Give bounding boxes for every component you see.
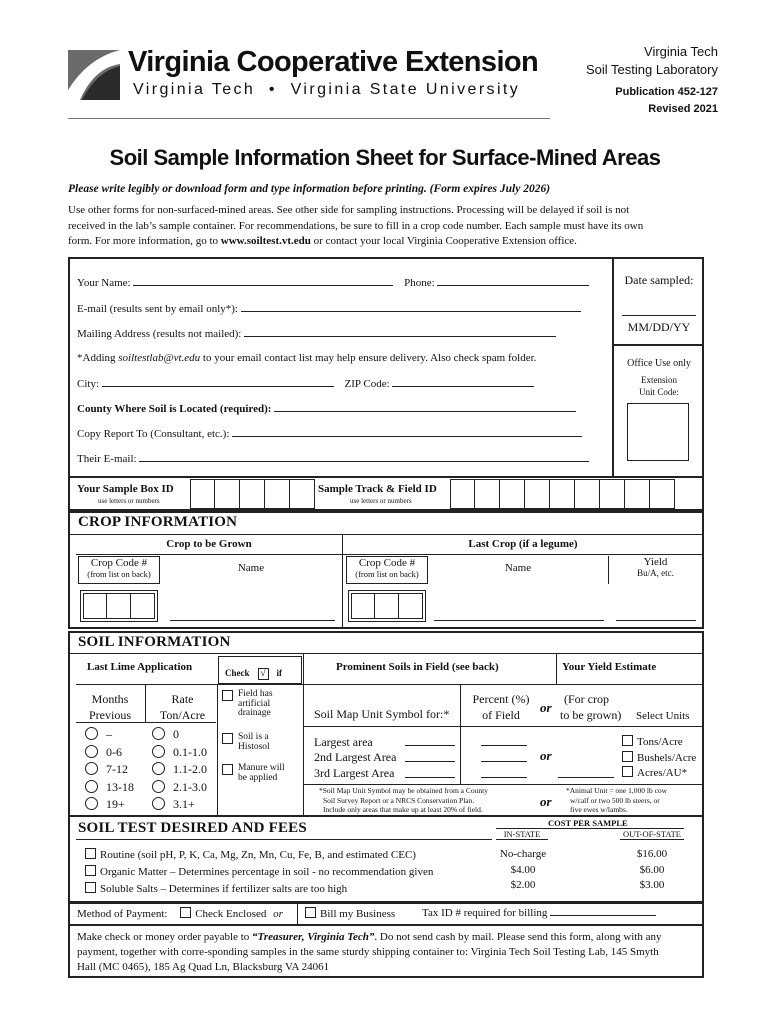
track-cell[interactable] bbox=[500, 479, 525, 509]
second-input[interactable] bbox=[405, 761, 455, 762]
radio-icon[interactable] bbox=[152, 727, 165, 740]
header-rule bbox=[68, 118, 550, 119]
rate-opt-label: 1.1-2.0 bbox=[173, 762, 207, 776]
intro-line-2: received in the lab’s sample container. For recommendations, be sure to fill in a crop code number. Each sample must have its own bbox=[68, 219, 644, 232]
your-name-label: Your Name: bbox=[77, 277, 131, 289]
ton-acre-label: Ton/Acre bbox=[159, 708, 206, 722]
check-icon: √ bbox=[258, 668, 269, 680]
checkbox-icon[interactable] bbox=[222, 764, 233, 775]
rate-header bbox=[150, 691, 215, 723]
unit-option[interactable] bbox=[622, 735, 696, 751]
last-crop: Last Crop (if a legume) bbox=[468, 538, 578, 550]
notice-c: to your email contact list may help ensure delivery. Also check spam folder. bbox=[200, 352, 537, 364]
for-crop-header bbox=[560, 691, 621, 723]
track-cell[interactable] bbox=[550, 479, 575, 509]
instructions-line-3: Hall (MC 0465), 185 Ag Quad Ln, Blacksburg VA 24061 bbox=[77, 961, 330, 973]
payment-line bbox=[77, 907, 287, 920]
price-out: $6.00 bbox=[639, 863, 665, 876]
payable-c: . Do not send cash by mail. Please send this form, along with any bbox=[374, 931, 662, 943]
last-name-label: Name bbox=[504, 562, 532, 574]
their-email-label: Their E-mail: bbox=[77, 453, 137, 465]
last-code-sub: (from list on back) bbox=[355, 569, 419, 579]
price-in: $4.00 bbox=[510, 863, 536, 876]
sample-box-cell[interactable] bbox=[290, 479, 315, 509]
checkbox-icon[interactable] bbox=[622, 766, 633, 777]
cost-per-sample: COST PER SAMPLE bbox=[548, 818, 628, 828]
office-use-label: Office Use only bbox=[627, 358, 691, 369]
crop-mid-divider bbox=[342, 534, 343, 629]
yield-estimate-input[interactable] bbox=[558, 777, 614, 778]
date-sampled-input[interactable] bbox=[622, 315, 696, 316]
manure-option[interactable] bbox=[222, 764, 285, 783]
previous-label: Previous bbox=[89, 708, 131, 722]
org-subtitle: Virginia Tech • Virginia State University bbox=[133, 81, 521, 98]
unit-code-box[interactable] bbox=[627, 403, 689, 461]
soil-head-rule bbox=[68, 653, 704, 654]
test-soluble-salts[interactable] bbox=[85, 881, 433, 898]
your-name-row bbox=[77, 277, 589, 289]
track-label: Sample Track & Field ID bbox=[318, 483, 437, 495]
sample-box-label: Your Sample Box ID bbox=[77, 483, 174, 495]
third-label: 3rd Largest Area bbox=[314, 766, 395, 780]
lab-line-2: Soil Testing Laboratory bbox=[585, 62, 718, 77]
months-option[interactable] bbox=[85, 744, 134, 762]
months-opt-label: 0-6 bbox=[106, 744, 122, 759]
check-header bbox=[218, 656, 302, 684]
mailing-row bbox=[77, 328, 556, 340]
percent-col-divider bbox=[460, 684, 461, 784]
zip-input[interactable] bbox=[392, 386, 534, 387]
track-cell[interactable] bbox=[600, 479, 625, 509]
email-row bbox=[77, 303, 581, 315]
radio-icon[interactable] bbox=[85, 797, 98, 810]
foot-line-3: Include only areas that make up at least 20% of field. bbox=[323, 805, 483, 814]
checkbox-icon[interactable] bbox=[85, 848, 96, 859]
copy-input[interactable] bbox=[232, 436, 582, 437]
last-code-header bbox=[346, 556, 428, 584]
months-option[interactable] bbox=[85, 779, 134, 797]
out-state-label: OUT-OF-STATE bbox=[620, 829, 684, 840]
largest-area-row bbox=[314, 735, 373, 750]
rate-opt-label: 0 bbox=[173, 727, 179, 741]
yield-estimate-label: Your Yield Estimate bbox=[562, 661, 657, 673]
or-label-2: or bbox=[540, 748, 552, 763]
price-out: $16.00 bbox=[636, 848, 668, 860]
bill-business-option[interactable] bbox=[305, 907, 395, 920]
intro-text bbox=[68, 203, 708, 250]
payment-divider bbox=[297, 903, 298, 926]
checkbox-icon[interactable] bbox=[222, 733, 233, 744]
check-enclosed-label: Check Enclosed bbox=[195, 908, 267, 920]
last-code-cell[interactable] bbox=[351, 593, 375, 619]
soil-section-title: SOIL INFORMATION bbox=[78, 634, 231, 650]
drainage-option[interactable] bbox=[222, 690, 273, 719]
check-col-right bbox=[303, 654, 304, 817]
checkbox-icon[interactable] bbox=[180, 907, 191, 918]
price-in: $2.00 bbox=[510, 879, 536, 891]
foot-line-2: Soil Survey Report or a NRCS Conservation Plan. bbox=[323, 795, 475, 805]
checkbox-icon[interactable] bbox=[85, 882, 96, 893]
crop-section-title: CROP INFORMATION bbox=[78, 514, 238, 530]
notice-a: *Adding bbox=[77, 352, 119, 364]
prominent-rule bbox=[304, 726, 702, 727]
second-area-row bbox=[314, 750, 396, 765]
yield-col-divider bbox=[556, 654, 557, 684]
unit-option[interactable] bbox=[622, 766, 696, 782]
percent-line-1: Percent (%) bbox=[472, 692, 530, 706]
radio-icon[interactable] bbox=[85, 780, 98, 793]
instructions-text bbox=[77, 930, 699, 975]
city-input[interactable] bbox=[102, 386, 334, 387]
email-label: E-mail (results sent by email only*): bbox=[77, 303, 238, 315]
rate-option[interactable] bbox=[152, 761, 207, 779]
test-organic-matter[interactable] bbox=[85, 864, 433, 881]
drainage-line-2: artificial bbox=[238, 698, 271, 709]
contact-box bbox=[68, 257, 704, 478]
rate-option[interactable] bbox=[152, 779, 207, 797]
phone-input[interactable] bbox=[437, 285, 589, 286]
months-label: Months bbox=[91, 692, 129, 706]
payment-method-label: Method of Payment: bbox=[77, 908, 168, 920]
org-name: Virginia Cooperative Extension bbox=[128, 46, 539, 78]
rate-label: Rate bbox=[171, 692, 194, 706]
histosol-label bbox=[238, 733, 270, 752]
foot-line-1: *Soil Map Unit Symbol may be obtained from a County bbox=[319, 786, 488, 795]
drainage-label bbox=[238, 690, 273, 719]
map-unit-label: Soil Map Unit Symbol for:* bbox=[314, 707, 450, 721]
histosol-option[interactable] bbox=[222, 733, 270, 752]
crop-code-sub: (from list on back) bbox=[87, 569, 151, 579]
rate-opt-label: 0.1-1.0 bbox=[173, 744, 207, 759]
lab-line-1: Virginia Tech bbox=[644, 44, 718, 59]
soil-foot-rule bbox=[304, 784, 702, 785]
copy-label: Copy Report To (Consultant, etc.): bbox=[77, 428, 230, 440]
unit-options bbox=[622, 735, 696, 782]
radio-icon[interactable] bbox=[152, 797, 165, 810]
last-code-cell[interactable] bbox=[399, 593, 423, 619]
third-area-row bbox=[314, 766, 394, 781]
their-email-row bbox=[77, 453, 589, 465]
price-out: $3.00 bbox=[639, 879, 665, 891]
last-lime-label: Last Lime Application bbox=[87, 661, 193, 673]
animal-line-2: w/calf or two 500 lb steers, or bbox=[570, 795, 660, 805]
fees-head-rule bbox=[76, 839, 492, 840]
sample-box-cell[interactable] bbox=[215, 479, 240, 509]
checkbox-icon[interactable] bbox=[622, 735, 633, 746]
sample-box-cell[interactable] bbox=[265, 479, 290, 509]
crop-code-label: Crop Code # bbox=[90, 557, 148, 569]
rate-option[interactable] bbox=[152, 726, 207, 744]
yield-sub: Bu/A, etc. bbox=[637, 568, 674, 578]
manure-label bbox=[238, 764, 285, 783]
second-label: 2nd Largest Area bbox=[314, 750, 397, 764]
sample-box-cell[interactable] bbox=[190, 479, 215, 509]
website-link[interactable]: www.soiltest.vt.edu bbox=[220, 235, 311, 247]
check-col-left bbox=[217, 684, 218, 817]
date-divider bbox=[612, 344, 704, 346]
tax-id-row bbox=[422, 907, 656, 919]
fees-section-title: SOIL TEST DESIRED AND FEES bbox=[78, 820, 307, 836]
yield-label: Yield bbox=[643, 556, 668, 568]
copy-row bbox=[77, 428, 582, 440]
percent-input-2[interactable] bbox=[481, 761, 527, 762]
intro-line-1: Use other forms for non-surfaced-mined areas. See other side for sampling instructions. Processing will be delayed if soil is not bbox=[68, 204, 630, 216]
in-state-prices bbox=[488, 847, 558, 894]
percent-header bbox=[464, 691, 538, 723]
checkbox-icon[interactable] bbox=[85, 865, 96, 876]
prominent-label: Prominent Soils in Field (see back) bbox=[336, 661, 499, 673]
check-label: Check bbox=[225, 668, 250, 678]
checkbox-icon[interactable] bbox=[222, 690, 233, 701]
intro-line-3 bbox=[68, 234, 708, 250]
bill-business-label: Bill my Business bbox=[320, 908, 396, 920]
yield-header bbox=[608, 556, 702, 584]
out-state-prices bbox=[617, 847, 687, 894]
phone-label: Phone: bbox=[404, 277, 435, 289]
county-row bbox=[77, 403, 576, 415]
last-code-cell[interactable] bbox=[375, 593, 399, 619]
largest-label: Largest area bbox=[314, 735, 373, 749]
drainage-line-1: Field has bbox=[238, 689, 273, 699]
ext-unit-line-2: Unit Code: bbox=[639, 387, 679, 397]
unit-label: Acres/AU* bbox=[637, 767, 688, 779]
checkbox-icon[interactable] bbox=[305, 907, 316, 918]
intro-line-3a: form. For more information, go to bbox=[68, 235, 221, 247]
track-cells bbox=[450, 479, 675, 509]
lab-email: soiltestlab@vt.edu bbox=[118, 352, 201, 364]
in-state-label: IN-STATE bbox=[496, 829, 548, 840]
animal-unit-footnote bbox=[566, 786, 667, 815]
map-unit-footnote bbox=[319, 786, 488, 815]
sample-box-sub: use letters or numbers bbox=[98, 497, 160, 505]
track-cell[interactable] bbox=[575, 479, 600, 509]
rate-option[interactable] bbox=[152, 796, 207, 814]
email-notice bbox=[77, 352, 536, 364]
select-units-label: Select Units bbox=[636, 710, 690, 722]
track-cell[interactable] bbox=[475, 479, 500, 509]
logo-mark bbox=[68, 50, 120, 100]
histosol-line-1: Soil is a bbox=[238, 732, 269, 742]
crop-to-grow: Crop to be Grown bbox=[166, 538, 252, 550]
test-options bbox=[85, 847, 433, 898]
months-opt-label: 7-12 bbox=[106, 762, 128, 776]
instructions-line-1 bbox=[77, 930, 699, 945]
last-code-label: Crop Code # bbox=[358, 557, 416, 569]
payable-a: Make check or money order payable to bbox=[77, 931, 253, 943]
logo-icon bbox=[68, 50, 120, 100]
test-label: Soluble Salts – Determines if fertilizer salts are too high bbox=[100, 883, 348, 895]
your-name-input[interactable] bbox=[133, 285, 393, 286]
checkbox-icon[interactable] bbox=[622, 751, 633, 762]
months-opt-label: 19+ bbox=[106, 797, 125, 811]
page-title: Soil Sample Information Sheet for Surface-Mined Areas bbox=[109, 145, 661, 170]
city-label: City: bbox=[77, 378, 100, 390]
payment-or: or bbox=[273, 908, 283, 920]
mailing-input[interactable] bbox=[244, 336, 556, 337]
track-sub: use letters or numbers bbox=[350, 497, 412, 505]
crop-subhead-rule bbox=[76, 554, 702, 555]
check-if-label: if bbox=[276, 668, 282, 678]
tax-id-input[interactable] bbox=[550, 915, 656, 916]
last-code-cells bbox=[348, 590, 426, 622]
test-routine[interactable] bbox=[85, 847, 433, 864]
for-crop-line-1: (For crop bbox=[564, 692, 609, 706]
track-cell[interactable] bbox=[525, 479, 550, 509]
last-name-input[interactable] bbox=[434, 620, 604, 621]
sample-box-cell[interactable] bbox=[240, 479, 265, 509]
payable-to: “Treasurer, Virginia Tech” bbox=[252, 931, 375, 943]
crop-name-input[interactable] bbox=[170, 620, 335, 621]
price-in: No-charge bbox=[499, 848, 547, 860]
or-label-1: or bbox=[540, 700, 552, 715]
months-option[interactable] bbox=[85, 726, 134, 744]
months-opt-label: 13-18 bbox=[106, 779, 134, 794]
for-crop-line-2: to be grown) bbox=[560, 708, 622, 722]
soil-subhead-rule bbox=[76, 684, 702, 685]
zip-label: ZIP Code: bbox=[344, 378, 390, 390]
radio-icon[interactable] bbox=[152, 745, 165, 758]
crop-code-cell[interactable] bbox=[107, 593, 131, 619]
track-cell[interactable] bbox=[450, 479, 475, 509]
unit-label: Bushels/Acre bbox=[637, 751, 697, 764]
county-input[interactable] bbox=[274, 411, 576, 412]
ext-unit-line-1: Extension bbox=[641, 375, 677, 385]
histosol-line-2: Histosol bbox=[238, 741, 270, 752]
crop-code-header bbox=[78, 556, 160, 584]
revised-date: Revised 2021 bbox=[648, 103, 718, 115]
months-header bbox=[80, 691, 140, 723]
radio-icon[interactable] bbox=[85, 727, 98, 740]
lime-rule bbox=[76, 722, 216, 723]
rate-opt-label: 2.1-3.0 bbox=[173, 779, 207, 794]
track-cell[interactable] bbox=[625, 479, 650, 509]
unit-option[interactable] bbox=[622, 751, 696, 767]
lime-col-divider bbox=[145, 684, 146, 722]
test-label: Routine (soil pH, P, K, Ca, Mg, Zn, Mn, Cu, Fe, B, and estimated CEC) bbox=[100, 849, 416, 861]
tax-id-label: Tax ID # required for billing bbox=[422, 907, 548, 919]
track-cell[interactable] bbox=[650, 479, 675, 509]
manure-line-2: be applied bbox=[238, 772, 278, 783]
crop-code-cells bbox=[80, 590, 158, 622]
mailing-label: Mailing Address (results not mailed): bbox=[77, 328, 242, 340]
radio-icon[interactable] bbox=[85, 745, 98, 758]
crop-name-label: Name bbox=[237, 562, 265, 574]
rate-opt-label: 3.1+ bbox=[173, 797, 195, 811]
months-options bbox=[85, 726, 134, 814]
date-format-label: MM/DD/YY bbox=[627, 320, 691, 334]
animal-line-3: five ewes w/lambs. bbox=[570, 805, 628, 814]
crop-head-rule bbox=[68, 534, 704, 535]
date-sampled-label: Date sampled: bbox=[624, 273, 694, 287]
city-row bbox=[77, 378, 534, 390]
radio-icon[interactable] bbox=[152, 762, 165, 775]
percent-input-1[interactable] bbox=[481, 745, 527, 746]
months-opt-label: – bbox=[106, 727, 112, 741]
radio-icon[interactable] bbox=[85, 762, 98, 775]
rate-option[interactable] bbox=[152, 744, 207, 762]
test-label: Organic Matter – Determines percentage in soil - no recommendation given bbox=[100, 866, 434, 878]
largest-input[interactable] bbox=[405, 745, 455, 746]
animal-line-1: *Animal Unit = one 1,000 lb cow bbox=[566, 786, 668, 795]
drainage-line-3: drainage bbox=[238, 708, 271, 718]
intro-line-3c: or contact your local Virginia Cooperative Extension office. bbox=[310, 235, 577, 247]
third-input[interactable] bbox=[405, 777, 455, 778]
months-option[interactable] bbox=[85, 761, 134, 779]
publication-number: Publication 452-127 bbox=[615, 86, 718, 98]
months-option[interactable] bbox=[85, 796, 134, 814]
radio-icon[interactable] bbox=[152, 780, 165, 793]
county-label: County Where Soil is Located (required): bbox=[77, 403, 272, 415]
email-input[interactable] bbox=[241, 311, 581, 312]
their-email-input[interactable] bbox=[139, 461, 589, 462]
instructions-line-2: payment, together with corre-sponding samples in the same sturdy shipping container to: Virginia Tech Soil Testing Lab, 145 Smyth bbox=[77, 946, 659, 958]
percent-input-3[interactable] bbox=[481, 777, 527, 778]
unit-label: Tons/Acre bbox=[637, 736, 683, 748]
crop-code-cell[interactable] bbox=[131, 593, 155, 619]
or-label-3: or bbox=[540, 794, 552, 809]
yield-input[interactable] bbox=[616, 620, 696, 621]
manure-line-1: Manure will bbox=[238, 763, 285, 773]
rate-options bbox=[152, 726, 207, 814]
crop-code-cell[interactable] bbox=[83, 593, 107, 619]
intro-note: Please write legibly or download form and type information before printing. (Form expires July 2026) bbox=[68, 183, 551, 195]
percent-line-2: of Field bbox=[482, 708, 520, 722]
sample-box-cells bbox=[190, 479, 315, 509]
